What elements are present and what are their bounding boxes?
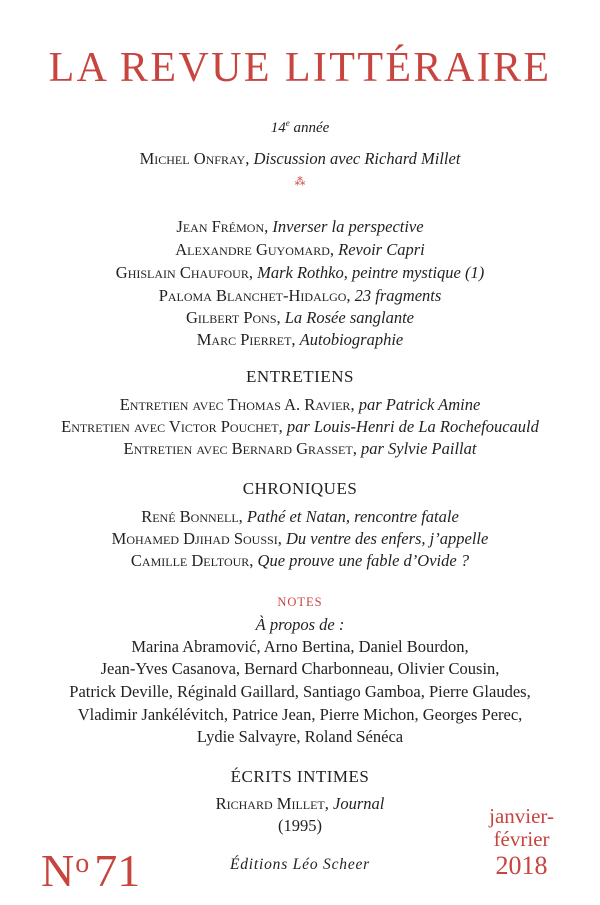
contribution-item: Paloma Blanchet-Hidalgo, 23 fragments — [158, 286, 442, 305]
notes-line: Jean-Yves Casanova, Bernard Charbonneau, Olivier Cousin, — [100, 659, 500, 678]
interview-by: par Louis-Henri de La Rochefoucauld — [286, 417, 539, 436]
interview-subject: Entretien avec Thomas A. Ravier — [119, 395, 351, 414]
interview-item: Entretien avec Bernard Grasset, par Sylvie Paillat — [123, 439, 477, 458]
entry-author: Camille Deltour — [130, 551, 250, 570]
contribution-item: Marc Pierret, Autobiographie — [196, 330, 404, 349]
magazine-title: LA REVUE LITTÉRAIRE — [48, 45, 552, 91]
interview-item: Entretien avec Victor Pouchet, par Louis-Henri de La Rochefoucauld — [61, 417, 539, 436]
date-month-1: janvier- — [489, 804, 554, 828]
entry-work: Inverser la perspective — [272, 217, 424, 236]
issue-o-superscript: o — [75, 848, 90, 879]
issue-value: 71 — [94, 845, 141, 896]
entry-author: Paloma Blanchet-Hidalgo — [158, 286, 347, 305]
journal-entry: Richard Millet, Journal — [215, 794, 385, 813]
volume-suffix: e — [285, 118, 290, 128]
entry-author: Michel Onfray — [139, 149, 246, 168]
section-heading-notes: NOTES — [277, 595, 323, 609]
section-heading-chroniques: CHRONIQUES — [242, 479, 358, 498]
volume-year — [0, 113, 600, 138]
lead-entry: Michel Onfray, Discussion avec Richard Millet — [139, 149, 461, 168]
entry-work: Journal — [333, 794, 385, 813]
chronicle-item: Camille Deltour, Que prouve une fable d’Ovide ? — [130, 551, 470, 570]
entry-work: Du ventre des enfers, j’appelle — [285, 529, 489, 548]
entry-author: René Bonnell — [141, 507, 239, 526]
entry-work: Autobiographie — [299, 330, 404, 349]
entry-author: Ghislain Chaufour — [115, 263, 249, 282]
entry-author: Mohamed Djihad Soussi — [111, 529, 278, 548]
section-heading-entretiens: ENTRETIENS — [246, 367, 354, 386]
date-month-2: février — [493, 827, 550, 851]
interview-subject: Entretien avec Victor Pouchet — [61, 417, 279, 436]
publisher-name: Éditions Léo Scheer — [229, 856, 371, 873]
chronicle-item: René Bonnell, Pathé et Natan, rencontre fatale — [141, 507, 459, 526]
contribution-item: Ghislain Chaufour, Mark Rothko, peintre mystique (1) — [115, 263, 485, 282]
notes-line: Marina Abramović, Arno Bertina, Daniel Bourdon, — [131, 637, 469, 656]
entry-work: La Rosée sanglante — [284, 308, 414, 327]
entry-author: Richard Millet — [215, 794, 325, 813]
entry-work: Discussion avec Richard Millet — [253, 149, 461, 168]
date-year: 2018 — [495, 851, 548, 880]
journal-year: (1995) — [278, 816, 322, 835]
entry-author: Jean Frémon — [176, 217, 265, 236]
entry-work: Mark Rothko, peintre mystique (1) — [257, 263, 485, 282]
interview-by: par Sylvie Paillat — [360, 439, 477, 458]
entry-work: Que prouve une fable d’Ovide ? — [257, 551, 470, 570]
entry-work: Revoir Capri — [338, 240, 425, 259]
entry-work: Pathé et Natan, rencontre fatale — [246, 507, 459, 526]
volume-number: 14 — [270, 120, 286, 136]
asterism-icon: ⁂ — [294, 176, 306, 188]
notes-line: Lydie Salvayre, Roland Sénéca — [196, 727, 404, 746]
volume-word: année — [293, 120, 330, 136]
asterism-ornament — [0, 176, 600, 188]
interview-subject: Entretien avec Bernard Grasset — [123, 439, 353, 458]
entry-author: Gilbert Pons — [186, 308, 277, 327]
notes-line: Patrick Deville, Réginald Gaillard, Santiago Gamboa, Pierre Glaudes, — [69, 682, 531, 701]
interview-by: par Patrick Amine — [358, 395, 481, 414]
notes-line: Vladimir Jankélévitch, Patrice Jean, Pierre Michon, Georges Perec, — [77, 705, 523, 724]
entry-author: Marc Pierret — [196, 330, 292, 349]
contribution-item: Jean Frémon, Inverser la perspective — [176, 217, 424, 236]
notes-intro: À propos de : — [255, 615, 345, 634]
interview-item: Entretien avec Thomas A. Ravier, par Patrick Amine — [119, 395, 481, 414]
chronicle-item: Mohamed Djihad Soussi, Du ventre des enfers, j’appelle — [111, 529, 489, 548]
entry-author: Alexandre Guyomard — [175, 240, 330, 259]
section-heading-ecrits: ÉCRITS INTIMES — [230, 767, 370, 786]
contribution-item: Gilbert Pons, La Rosée sanglante — [186, 308, 414, 327]
contribution-item: Alexandre Guyomard, Revoir Capri — [175, 240, 425, 259]
entry-work: 23 fragments — [354, 286, 442, 305]
issue-prefix: N — [41, 845, 75, 896]
